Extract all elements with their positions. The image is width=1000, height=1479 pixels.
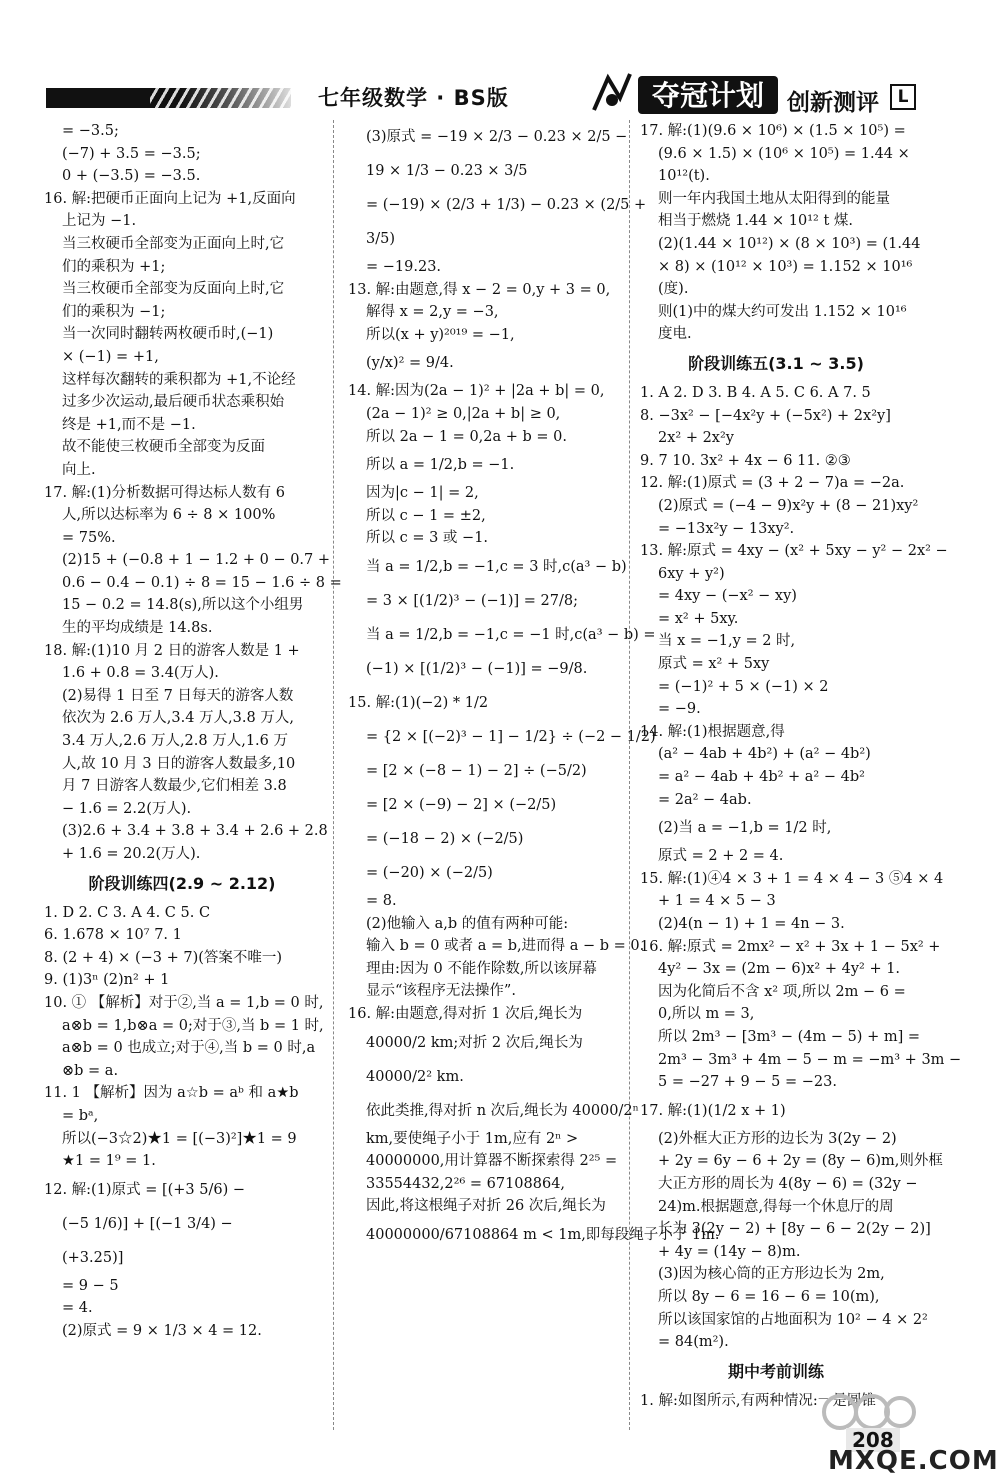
answer-item-start: 1. D 2. C 3. A 4. C 5. C <box>44 904 211 921</box>
section-heading: 阶段训练四(2.9 ~ 2.12) <box>88 873 276 893</box>
answer-line: ⊗b = a. <box>62 1062 119 1079</box>
page-title: 七年级数学 · BS版 <box>318 86 509 110</box>
answer-line: 所以 2m³ − [3m³ − (4m − 5) + m] = <box>658 1028 920 1045</box>
watermark-logo <box>820 1392 916 1432</box>
answer-line: 们的乘积为 +1; <box>62 258 166 275</box>
answer-line: + 1.6 = 20.2(万人). <box>62 846 201 862</box>
answer-item-start: 1. 解:如图所示,有两种情况:一是圆锥 <box>640 1392 876 1409</box>
answer-line: 度电. <box>658 326 692 343</box>
answer-line: (y/x)² = 9/4. <box>366 355 454 372</box>
answer-item-start: 6. 1.678 × 10⁷ 7. 1 <box>44 927 182 944</box>
page-number: 208 <box>846 1428 900 1452</box>
answer-line: 2m³ − 3m³ + 4m − 5 − m = −m³ + 3m − <box>658 1051 962 1068</box>
answer-item-start: 10. ① 【解析】对于②,当 a = 1,b = 0 时, <box>44 994 324 1011</box>
answer-line: 则(1)中的煤大约可发出 1.152 × 10¹⁶ <box>658 303 907 320</box>
answer-line: 0.6 − 0.4 − 0.1) ÷ 8 = 15 − 1.6 ÷ 8 = <box>62 574 342 591</box>
answer-line: (−7) + 3.5 = −3.5; <box>62 145 201 162</box>
brand-mark: L <box>890 84 916 110</box>
answer-line: 24)m.根据题意,得每一个休息厅的周 <box>658 1198 894 1215</box>
answer-line: = 9 − 5 <box>62 1277 119 1294</box>
answer-line: 向上. <box>62 461 96 478</box>
answer-line: (9.6 × 1.5) × (10⁶ × 10⁵) = 1.44 × <box>658 145 910 162</box>
answer-line: a⊗b = 0 也成立;对于④,当 b = 0 时,a <box>62 1040 316 1057</box>
answer-line: = 3 × [(1/2)³ − (−1)] = 27/8; <box>366 592 578 609</box>
answer-line: 19 × 1/3 − 0.23 × 3/5 <box>366 163 528 179</box>
answer-line: 长为 3(2y − 2) + [8y − 6 − 2(2y − 2)] <box>658 1221 931 1238</box>
answer-line: 40000/2 km;对折 2 次后,绳长为 <box>366 1034 583 1051</box>
answer-line: 理由:因为 0 不能作除数,所以该屏幕 <box>366 960 597 977</box>
answer-column-right <box>640 120 962 1412</box>
answer-line: = x² + 5xy. <box>658 610 739 627</box>
answer-line: 人,所以达标率为 6 ÷ 8 × 100% <box>62 507 276 524</box>
answer-line: = (−20) × (−2/5) <box>366 864 493 881</box>
answer-line: 当 a = 1/2,b = −1,c = 3 时,c(a³ − b) <box>366 558 627 575</box>
answer-line: 依此类推,得对折 n 次后,绳长为 40000/2ⁿ <box>366 1102 639 1119</box>
answer-line: 显示“该程序无法操作”. <box>366 983 516 1000</box>
answer-line: 40000000/67108864 m < 1m,即每段绳子小于 1m. <box>366 1226 720 1243</box>
answer-line: 则一年内我国土地从太阳得到的能量 <box>658 190 890 207</box>
answer-line: 月 7 日游客人数最少,它们相差 3.8 <box>62 778 287 795</box>
answer-line: 33554432,2²⁶ = 67108864, <box>366 1175 566 1192</box>
answer-line: ★1 = 1⁹ = 1. <box>62 1153 156 1170</box>
answer-line: (−5 1/6)] + [(−1 3/4) − <box>62 1215 233 1232</box>
answer-line: + 4y = (14y − 8)m. <box>658 1243 801 1260</box>
answer-line: (度). <box>658 281 689 298</box>
header-stripes <box>150 86 300 110</box>
answer-item-start: 8. (2 + 4) × (−3 + 7)(答案不唯一) <box>44 949 283 966</box>
brand-subtitle: 创新测评 <box>787 90 879 116</box>
answer-item-start: 13. 解:由题意,得 x − 2 = 0,y + 3 = 0, <box>348 281 611 298</box>
page-header <box>0 0 1000 130</box>
answer-line: 15 − 0.2 = 14.8(s),所以这个小组男 <box>62 597 304 614</box>
column-divider <box>333 120 334 1430</box>
answer-line: 解得 x = 2,y = −3, <box>366 304 499 321</box>
answer-line: (3)原式 = −19 × 2/3 − 0.23 × 2/5 − <box>366 129 628 145</box>
answer-line: (2)原式 = 9 × 1/3 × 4 = 12. <box>62 1322 262 1339</box>
answer-item-start: 17. 解:(1)(9.6 × 10⁶) × (1.5 × 10⁵) = <box>640 123 906 139</box>
answer-item-start: 9. 7 10. 3x² + 4x − 6 11. ②③ <box>640 452 851 469</box>
answer-item-start: 16. 解:原式 = 2mx² − x² + 3x + 1 − 5x² + <box>640 938 941 955</box>
answer-item-start: 1. A 2. D 3. B 4. A 5. C 6. A 7. 5 <box>640 384 871 401</box>
brand-logo <box>590 70 780 118</box>
answer-line: a⊗b = 1,b⊗a = 0;对于③,当 b = 1 时, <box>62 1017 324 1034</box>
answer-line: = [2 × (−9) − 2] × (−2/5) <box>366 796 557 813</box>
answer-line: 输入 b = 0 或者 a = b,进而得 a − b = 0. <box>366 938 645 955</box>
answer-line: = {2 × [(−2)³ − 1] − 1/2} ÷ (−2 − 1/2) <box>366 728 656 745</box>
answer-line: 相当于燃烧 1.44 × 10¹² t 煤. <box>658 213 853 230</box>
answer-line: 所以 a = 1/2,b = −1. <box>366 457 515 474</box>
answer-line: 10¹²(t). <box>658 168 710 185</box>
answer-line: 原式 = x² + 5xy <box>658 656 770 673</box>
answer-item-start: 18. 解:(1)10 月 2 日的游客人数是 1 + <box>44 642 300 659</box>
answer-line: 3.4 万人,2.6 万人,2.8 万人,1.6 万 <box>62 733 289 750</box>
answer-line: (3)因为核心筒的正方形边长为 2m, <box>658 1266 885 1283</box>
answer-item-start: 12. 解:(1)原式 = [(+3 5/6) − <box>44 1181 246 1198</box>
answer-line: = 8. <box>366 892 397 909</box>
answer-line: 所以(x + y)²⁰¹⁹ = −1, <box>366 326 515 343</box>
answer-line: 上记为 −1. <box>62 213 137 230</box>
answer-column-left <box>44 120 342 1343</box>
answer-item-start: 16. 解:把硬币正面向上记为 +1,反面向 <box>44 190 296 207</box>
answer-line: = 84(m²). <box>658 1334 729 1351</box>
answer-line: = −9. <box>658 701 701 718</box>
answer-line: 0 + (−3.5) = −3.5. <box>62 168 201 185</box>
answer-line: 生的平均成绩是 14.8s. <box>62 620 213 637</box>
answer-item-start: 15. 解:(1)(−2) * 1/2 <box>348 694 489 711</box>
answer-line: 们的乘积为 −1; <box>62 303 166 320</box>
answer-line: 所以(−3☆2)★1 = [(−3)²]★1 = 9 <box>62 1130 297 1147</box>
answer-line: 因为化简后不含 x² 项,所以 2m − 6 = <box>658 983 906 1000</box>
answer-line: 依次为 2.6 万人,3.4 万人,3.8 万人, <box>62 710 294 727</box>
answer-line: 所以 c − 1 = ±2, <box>366 507 486 524</box>
answer-line: 人,故 10 月 3 日的游客人数最多,10 <box>62 755 296 772</box>
answer-line: = [2 × (−8 − 1) − 2] ÷ (−5/2) <box>366 762 587 779</box>
answer-line: 大正方形的周长为 4(8y − 6) = (32y − <box>658 1175 918 1192</box>
answer-item-start: 12. 解:(1)原式 = (3 + 2 − 7)a = −2a. <box>640 475 905 492</box>
answer-line: (2)4(n − 1) + 1 = 4n − 3. <box>658 916 845 932</box>
answer-line: 1.6 + 0.8 = 3.4(万人). <box>62 665 219 682</box>
answer-line: 故不能使三枚硬币全部变为反面 <box>62 439 265 456</box>
answer-line: 4y² − 3x = (2m − 6)x² + 4y² + 1. <box>658 961 901 978</box>
answer-line: = bᵃ, <box>62 1107 99 1124</box>
answer-line: 0,所以 m = 3, <box>658 1006 755 1023</box>
answer-line: = a² − 4ab + 4b² + a² − 4b² <box>658 769 865 786</box>
answer-item-start: 16. 解:由题意,得对折 1 次后,绳长为 <box>348 1005 583 1022</box>
answer-line: 当三枚硬币全部变为正面向上时,它 <box>62 235 285 252</box>
answer-line: (−1) × [(1/2)³ − (−1)] = −9/8. <box>366 660 588 677</box>
answer-line: 3/5) <box>366 231 395 247</box>
answer-line: (2)外框大正方形的边长为 3(2y − 2) <box>658 1130 897 1147</box>
answer-item-start: 13. 解:原式 = 4xy − (x² + 5xy − y² − 2x² − <box>640 543 948 560</box>
answer-line: 40000000,用计算器不断探索得 2²⁵ = <box>366 1153 618 1170</box>
answer-line: 2x² + 2x²y <box>658 430 734 447</box>
answer-line: (2)他输入 a,b 的值有两种可能: <box>366 915 569 932</box>
answer-line: (2a − 1)² ≥ 0,|2a + b| ≥ 0, <box>366 405 561 422</box>
answer-line: (2)当 a = −1,b = 1/2 时, <box>658 820 832 837</box>
answer-line: = 4xy − (−x² − xy) <box>658 588 797 605</box>
answer-line: (2)易得 1 日至 7 日每天的游客人数 <box>62 687 294 704</box>
answer-line: = 2a² − 4ab. <box>658 791 752 808</box>
answer-line: 当一次同时翻转两枚硬币时,(−1) <box>62 326 274 343</box>
answer-line: (a² − 4ab + 4b²) + (a² − 4b²) <box>658 746 871 763</box>
answer-line: = (−1)² + 5 × (−1) × 2 <box>658 678 829 695</box>
answer-line: 6xy + y²) <box>658 565 725 582</box>
answer-line: = 4. <box>62 1300 93 1317</box>
answer-item-start: 11. 1 【解析】因为 a☆b = aᵇ 和 a★b <box>44 1085 299 1102</box>
answer-line: = (−19) × (2/3 + 1/3) − 0.23 × (2/5 + <box>366 197 647 213</box>
answer-line: 40000/2² km. <box>366 1068 464 1085</box>
answer-item-start: 15. 解:(1)④4 × 3 + 1 = 4 × 4 − 3 ⑤4 × 4 <box>640 870 944 887</box>
answer-line: 因此,将这根绳子对折 26 次后,绳长为 <box>366 1198 606 1215</box>
answer-item-start: 9. (1)3ⁿ (2)n² + 1 <box>44 972 170 989</box>
section-heading: 期中考前训练 <box>727 1361 824 1381</box>
answer-item-start: 17. 解:(1)(1/2 x + 1) <box>640 1102 786 1119</box>
answer-line: 当三枚硬币全部变为反面向上时,它 <box>62 281 285 298</box>
answer-line: 因为|c − 1| = 2, <box>366 485 479 502</box>
answer-line: (+3.25)] <box>62 1249 124 1266</box>
answer-line: + 1 = 4 × 5 − 3 <box>658 893 776 910</box>
answer-line: 这样每次翻转的乘积都为 +1,不论经 <box>62 371 296 388</box>
answer-line: (3)2.6 + 3.4 + 3.8 + 3.4 + 2.6 + 2.8 <box>62 823 328 840</box>
answer-item-start: 17. 解:(1)分析数据可得达标人数有 6 <box>44 484 285 501</box>
answer-line: (2)(1.44 × 10¹²) × (8 × 10³) = (1.44 <box>658 235 921 252</box>
answer-line: km,要使绳子小于 1m,应有 2ⁿ > <box>366 1130 579 1147</box>
answer-line: 当 a = 1/2,b = −1,c = −1 时,c(a³ − b) = <box>366 626 656 643</box>
answer-item-start: 14. 解:(1)根据题意,得 <box>640 723 785 740</box>
answer-line: 所以 8y − 6 = 16 − 6 = 10(m), <box>658 1288 880 1305</box>
answer-line: (2)15 + (−0.8 + 1 − 1.2 + 0 − 0.7 + <box>62 552 331 569</box>
answer-line: 所以该国家馆的占地面积为 10² − 4 × 2² <box>658 1311 928 1328</box>
brand-name: 夺冠计划 <box>651 79 765 112</box>
answer-line: 当 x = −1,y = 2 时, <box>658 633 796 650</box>
answer-line: × (−1) = +1, <box>62 348 159 365</box>
answer-line: 5 = −27 + 9 − 5 = −23. <box>658 1074 837 1091</box>
answer-line: − 1.6 = 2.2(万人). <box>62 800 192 817</box>
answer-line: = 75%. <box>62 529 116 546</box>
answer-line: 原式 = 2 + 2 = 4. <box>658 848 784 865</box>
answer-line: 所以 c = 3 或 −1. <box>366 530 489 547</box>
answer-line: 终是 +1,而不是 −1. <box>62 416 196 433</box>
answer-line: × 8) × (10¹² × 10³) = 1.152 × 10¹⁶ <box>658 258 913 275</box>
answer-line: = −19.23. <box>366 259 442 275</box>
answer-line: = −13x²y − 13xy². <box>658 520 795 537</box>
answer-item-start: 14. 解:因为(2a − 1)² + |2a + b| = 0, <box>348 383 605 400</box>
answer-line: (2)原式 = (−4 − 9)x²y + (8 − 21)xy² <box>658 497 919 514</box>
answer-line: = −3.5; <box>62 123 119 139</box>
answer-line: 过多少次运动,最后硬币状态乘积始 <box>62 394 285 411</box>
section-heading: 阶段训练五(3.1 ~ 3.5) <box>688 353 864 373</box>
answer-item-start: 8. −3x² − [−4x²y + (−5x²) + 2x²y] <box>640 407 891 424</box>
answer-line: 所以 2a − 1 = 0,2a + b = 0. <box>366 428 567 445</box>
answer-line: + 2y = 6y − 6 + 2y = (8y − 6)m,则外框 <box>658 1153 943 1170</box>
watermark-text: MXQE.COM <box>828 1446 999 1476</box>
answer-line: = (−18 − 2) × (−2/5) <box>366 830 524 847</box>
